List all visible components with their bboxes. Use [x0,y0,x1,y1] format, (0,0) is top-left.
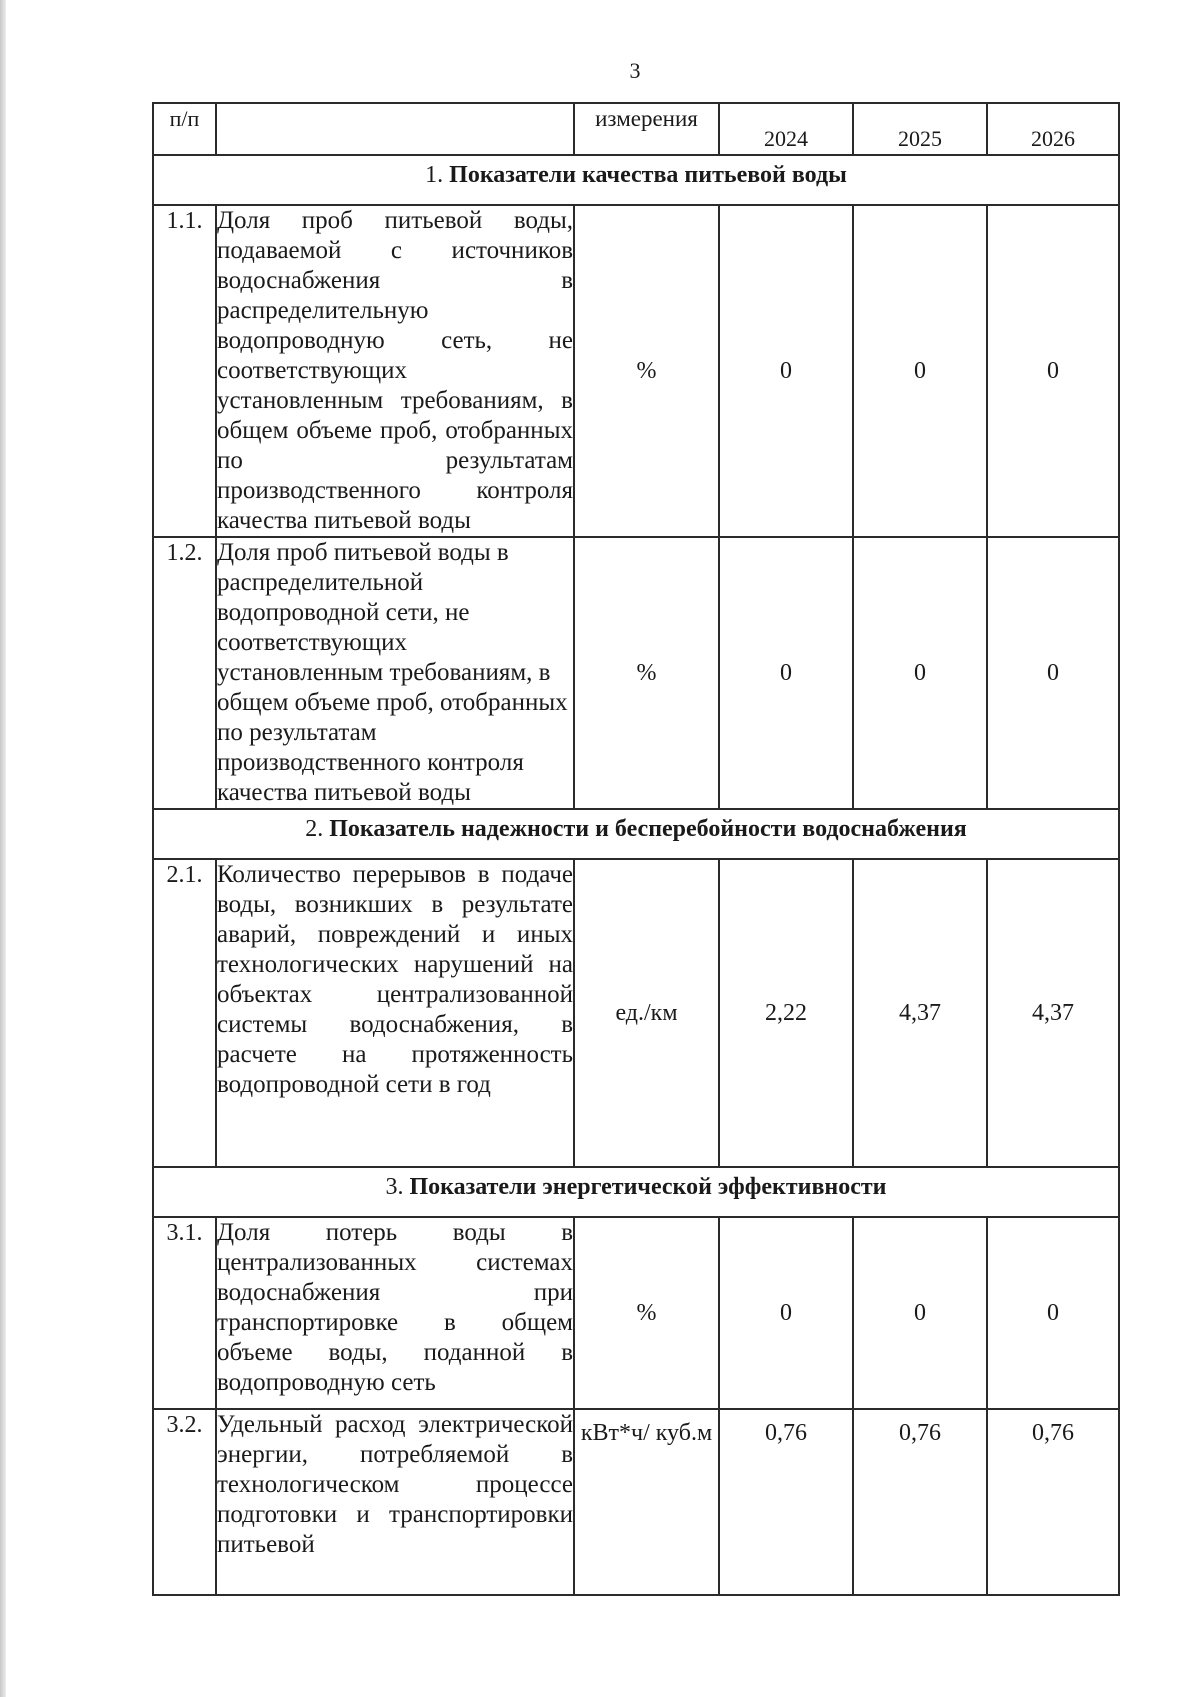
page-number: 3 [629,58,641,83]
row-2-1-value-2025: 4,37 [853,859,987,1167]
section-3-title: Показатели энергетической эффективности [409,1174,887,1200]
header-year-2026: 2026 [987,103,1119,155]
table-row [153,1217,1119,1409]
header-unit: измерения [574,103,719,155]
section-1-title: Показатели качества питьевой воды [449,162,847,188]
row-1-2-num: 1.2. [153,537,216,809]
table-row [153,1409,1119,1595]
row-1-2-name: Доля проб питьевой воды в распределительной водопроводной сети, не соответствующих установленным требованиям, в общем объеме проб, отобранных по результатам производственного контроля качества питьевой воды [216,537,574,809]
section-2-row [153,809,1119,859]
row-2-1-name: Количество перерывов в подаче воды, возникших в результате аварий, повреждений и иных технологических нарушений на объектах централизованной системы водоснабжения, в расчете на протяженность водопроводной сети в год [216,859,574,1167]
section-3-number: 3. [385,1174,404,1200]
row-3-1-value-2026: 0 [987,1217,1119,1409]
row-3-1-name: Доля потерь воды в централизованных системах водоснабжения при транспортировке в общем объеме воды, поданной в водопроводную сеть [216,1217,574,1409]
row-3-2-value-2026: 0,76 [987,1409,1119,1595]
row-3-2-num: 3.2. [153,1409,216,1595]
table-row [153,205,1119,537]
section-2-title: Показатель надежности и бесперебойности водоснабжения [329,816,967,842]
row-2-1-value-2026: 4,37 [987,859,1119,1167]
row-1-2-value-2026: 0 [987,537,1119,809]
section-3-heading [153,1167,1119,1217]
section-1-heading [153,155,1119,205]
row-2-1-unit: ед./км [574,859,719,1167]
section-1-row [153,155,1119,205]
row-3-2-value-2024: 0,76 [719,1409,853,1595]
row-1-1-value-2026: 0 [987,205,1119,537]
row-3-1-unit: % [574,1217,719,1409]
row-3-1-value-2025: 0 [853,1217,987,1409]
table-row [153,537,1119,809]
row-3-1-value-2024: 0 [719,1217,853,1409]
section-1-number: 1. [425,162,444,188]
table-row [153,859,1119,1167]
row-1-1-value-2024: 0 [719,205,853,537]
scan-edge [0,0,6,1697]
row-1-2-value-2024: 0 [719,537,853,809]
row-1-2-value-2025: 0 [853,537,987,809]
row-2-1-num: 2.1. [153,859,216,1167]
row-3-2-unit: кВт*ч/ куб.м [574,1409,719,1595]
section-2-heading [153,809,1119,859]
row-1-1-unit: % [574,205,719,537]
header-name [216,103,574,155]
header-num: п/п [153,103,216,155]
row-3-2-value-2025: 0,76 [853,1409,987,1595]
row-1-1-name: Доля проб питьевой воды, подаваемой с источников водоснабжения в распределительную водопроводную сеть, не соответствующих установленным требованиям, в общем объеме проб, отобранных по результатам производственного контроля качества питьевой воды [216,205,574,537]
section-2-number: 2. [305,816,324,842]
header-year-2025: 2025 [853,103,987,155]
row-3-2-name: Удельный расход электрической энергии, потребляемой в технологическом процессе подготовки и транспортировки питьевой [216,1409,574,1595]
row-1-2-unit: % [574,537,719,809]
indicators-table [152,102,1120,1596]
row-1-1-num: 1.1. [153,205,216,537]
section-3-row [153,1167,1119,1217]
header-year-2024: 2024 [719,103,853,155]
row-3-1-num: 3.1. [153,1217,216,1409]
table-header-row [153,103,1119,155]
row-1-1-value-2025: 0 [853,205,987,537]
row-2-1-value-2024: 2,22 [719,859,853,1167]
